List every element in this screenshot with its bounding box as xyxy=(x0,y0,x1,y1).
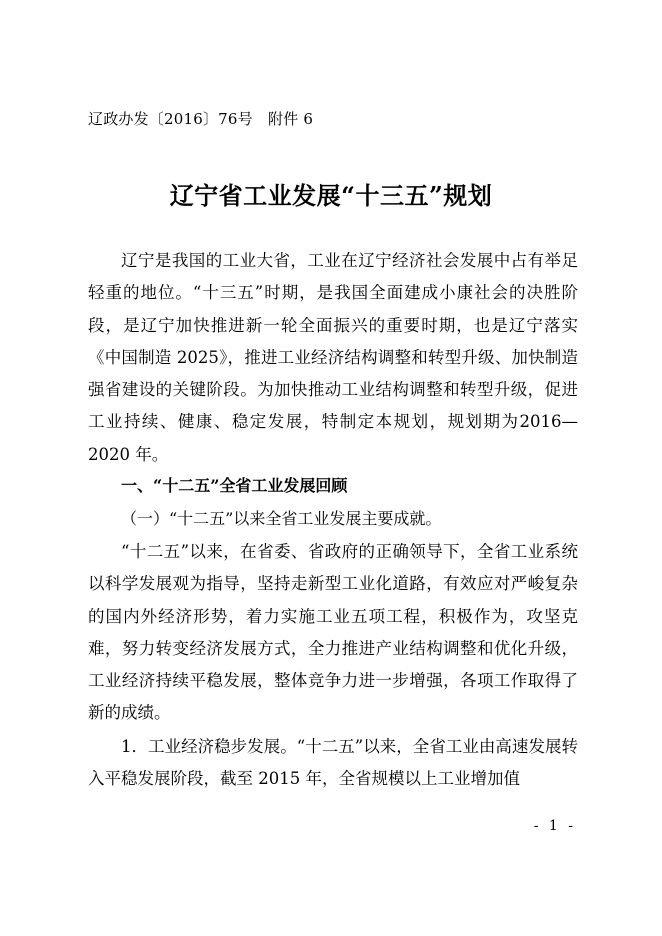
achievements-paragraph: “十二五”以来，在省委、省政府的正确领导下，全省工业系统以科学发展观为指导，坚持走新型工业化道路，有效应对严峻复杂的国内外经济形势，着力实施工业五项工程，积极作为，攻坚克难，努力转变经济发展方式，全力推进产业结构调整和优化升级，工业经济持续平稳发展，整体竞争力进一步增强，各项工作取得了新的成绩。 xyxy=(88,542,578,723)
page-number: - 1 - xyxy=(533,818,576,834)
subsection-heading: （一）“十二五”以来全省工业发展主要成就。 xyxy=(121,509,442,528)
page-title: 辽宁省工业发展“十三五”规划 xyxy=(169,181,493,210)
intro-paragraph: 辽宁是我国的工业大省，工业在辽宁经济社会发展中占有举足轻重的地位。“十三五”时期，是我国全面建成小康社会的决胜阶段，是辽宁加快推进新一轮全面振兴的重要时期，也是辽宁落实《中国制造 2025》，推进工业经济结构调整和转型升级、加快制造强省建设的关键阶段。为加快推动工业结构调整和转型升级，促进工业持续、健康、稳定发展，特制定本规划，规划期为2016—2020 年。 xyxy=(88,251,578,464)
document-number: 辽政办发〔2016〕76号 附件 6 xyxy=(88,110,314,128)
section-heading: 一、“十二五”全省工业发展回顾 xyxy=(121,476,348,495)
economy-paragraph: 1．工业经济稳步发展。“十二五”以来，全省工业由高速发展转入平稳发展阶段，截至 2015 年，全省规模以上工业增加值 xyxy=(88,737,578,789)
